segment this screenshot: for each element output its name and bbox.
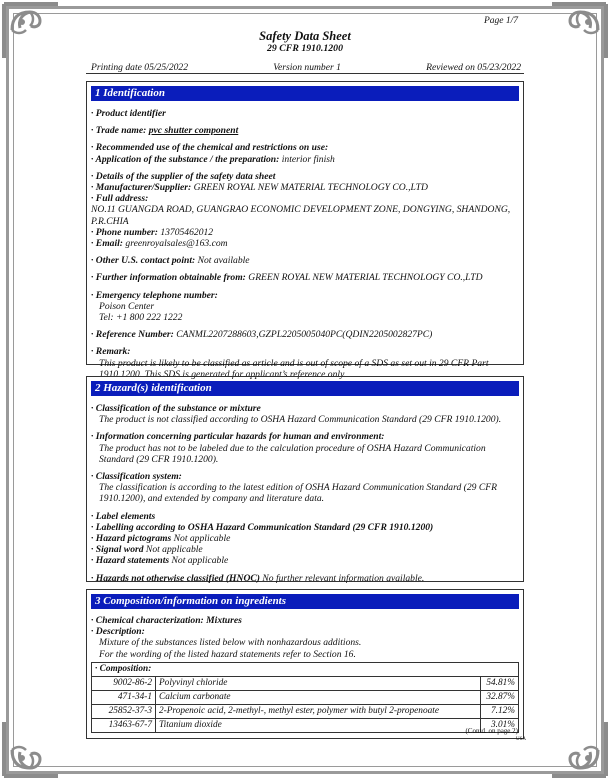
- table-header-row: [92, 662, 519, 676]
- page-number: Page 1/7: [483, 16, 518, 26]
- reference-value: CANML2207288603,GZPL2205005040PC(QDIN2205002827PC): [176, 329, 433, 341]
- classification-label: · Classification of the substance or mixture: [91, 403, 261, 414]
- phone-label: · Phone number:: [91, 226, 161, 238]
- percentage: 54.81%: [481, 676, 519, 690]
- hazard-info-line: Standard (29 CFR 1910.1200).: [99, 453, 219, 465]
- chemical-characterization: · Chemical characterization: Mixtures: [91, 615, 242, 626]
- recommended-use-label: · Recommended use of the chemical and restrictions on use:: [91, 142, 329, 154]
- emergency-label: · Emergency telephone number:: [91, 289, 218, 301]
- classification-text: The product is not classified according to OSHA Hazard Communication Standard (29 CFR 1910.1200).: [99, 414, 502, 426]
- address-line: NO.11 GUANGDA ROAD, GUANGRAO ECONOMIC DEVELOPMENT ZONE, DONGYING, SHANDONG,: [91, 204, 511, 216]
- continued-note: (Contd. on page 2): [465, 727, 518, 735]
- version-number: Version number 1: [273, 62, 341, 73]
- substance-name: 2-Propenoic acid, 2-methyl-, methyl ester, polymer with butyl 2-propenoate: [156, 704, 481, 718]
- hazard-statements-label: · Hazard statements: [91, 555, 172, 567]
- address-line: P.R.CHIA: [91, 215, 129, 227]
- remark-label: · Remark:: [91, 346, 131, 358]
- pictograms-label: · Hazard pictograms: [91, 533, 174, 545]
- description-line: Mixture of the substances listed below with nonhazardous additions.: [99, 637, 362, 649]
- substance-name: Calcium carbonate: [156, 690, 481, 704]
- percentage: 32.87%: [481, 690, 519, 704]
- trade-name-value: pvc shutter component: [148, 125, 239, 137]
- label-elements-label: · Label elements: [91, 510, 156, 522]
- hazard-statements-value: Not applicable: [171, 555, 229, 567]
- description-line: For the wording of the listed hazard statements refer to Section 16.: [99, 648, 356, 660]
- hnoc-label: · Hazards not otherwise classified (HNOC): [91, 572, 263, 584]
- header-divider: [86, 73, 524, 74]
- remark-line: 1910.1200. This SDS is generated for applicant’s reference only.: [99, 368, 347, 380]
- cas-number: 9002-86-2: [92, 676, 156, 690]
- remark-line: This product is likely to be classified as article and is out of scope of a SDS as set out in 29 CFR Part: [99, 357, 489, 369]
- hnoc-value: No further relevant information available.: [262, 572, 425, 584]
- pictograms-value: Not applicable: [173, 533, 231, 545]
- composition-table: [91, 662, 519, 733]
- hazard-info-line: The product has not to be labeled due to the calculation procedure of OSHA Hazard Communication: [99, 442, 486, 454]
- table-row: [92, 704, 519, 718]
- further-info-label: · Further information obtainable from:: [91, 272, 249, 284]
- substance-name: Polyvinyl chloride: [156, 676, 481, 690]
- signal-word-value: Not applicable: [145, 544, 203, 556]
- cas-number: 471-34-1: [92, 690, 156, 704]
- reviewed-date: Reviewed on 05/23/2022: [426, 62, 521, 73]
- composition-label: · Composition:: [95, 663, 152, 674]
- other-contact-value: Not available: [197, 255, 250, 267]
- section-heading: 2 Hazard(s) identification: [91, 381, 519, 396]
- ornament-corner-icon: [0, 718, 62, 780]
- section-hazards: [86, 376, 524, 582]
- percentage: 7.12%: [481, 704, 519, 718]
- substance-name: Titanium dioxide: [156, 718, 481, 732]
- ornament-corner-icon: [548, 718, 610, 780]
- section-identification: [86, 81, 524, 380]
- printing-date: Printing date 05/25/2022: [91, 62, 189, 73]
- table-row: [92, 676, 519, 690]
- classification-system-label: · Classification system:: [91, 471, 182, 483]
- classification-system-line: The classification is according to the latest edition of OSHA Hazard Communication Standard (29 CFR: [99, 482, 497, 494]
- description-label: · Description:: [91, 626, 145, 638]
- document-title: Safety Data Sheet: [259, 29, 351, 43]
- email-value: greenroyalsales@163.com: [125, 238, 228, 250]
- hazard-info-label: · Information concerning particular hazards for human and environment:: [91, 431, 385, 443]
- trade-name-label: · Trade name:: [91, 125, 149, 137]
- full-address-label: · Full address:: [91, 193, 149, 205]
- section-heading: 3 Composition/information on ingredients: [91, 594, 519, 609]
- cas-number: 25852-37-3: [92, 704, 156, 718]
- document-subtitle: 29 CFR 1910.1200: [267, 43, 343, 54]
- print-info-row: [91, 62, 521, 73]
- manufacturer-label: · Manufacturer/Supplier:: [91, 182, 194, 194]
- table-row: [92, 690, 519, 704]
- section-composition: [86, 589, 524, 739]
- product-identifier-label: · Product identifier: [91, 108, 166, 119]
- emergency-line: Tel: +1 800 222 1222: [99, 312, 183, 324]
- supplier-details-label: · Details of the supplier of the safety data sheet: [91, 170, 276, 182]
- percentage: 3.01%: [481, 718, 519, 732]
- region-label: USA: [515, 737, 526, 742]
- other-contact-label: · Other U.S. contact point:: [91, 255, 198, 267]
- table-row: [92, 718, 519, 732]
- cas-number: 13463-67-7: [92, 718, 156, 732]
- reference-label: · Reference Number:: [91, 329, 177, 341]
- further-info-value: GREEN ROYAL NEW MATERIAL TECHNOLOGY CO.,LTD: [248, 272, 483, 284]
- application-value: interior finish: [281, 153, 335, 165]
- emergency-line: Poison Center: [99, 300, 155, 312]
- labelling-label: · Labelling according to OSHA Hazard Communication Standard (29 CFR 1910.1200): [91, 521, 434, 533]
- phone-value: 13705462012: [160, 226, 214, 238]
- email-label: · Email:: [91, 238, 126, 250]
- classification-system-line: 1910.1200), and extended by company and literature data.: [99, 493, 325, 505]
- signal-word-label: · Signal word: [91, 544, 146, 556]
- application-label: · Application of the substance / the preparation:: [91, 153, 282, 165]
- section-heading: 1 Identification: [91, 86, 519, 101]
- manufacturer-value: GREEN ROYAL NEW MATERIAL TECHNOLOGY CO.,LTD: [193, 182, 428, 194]
